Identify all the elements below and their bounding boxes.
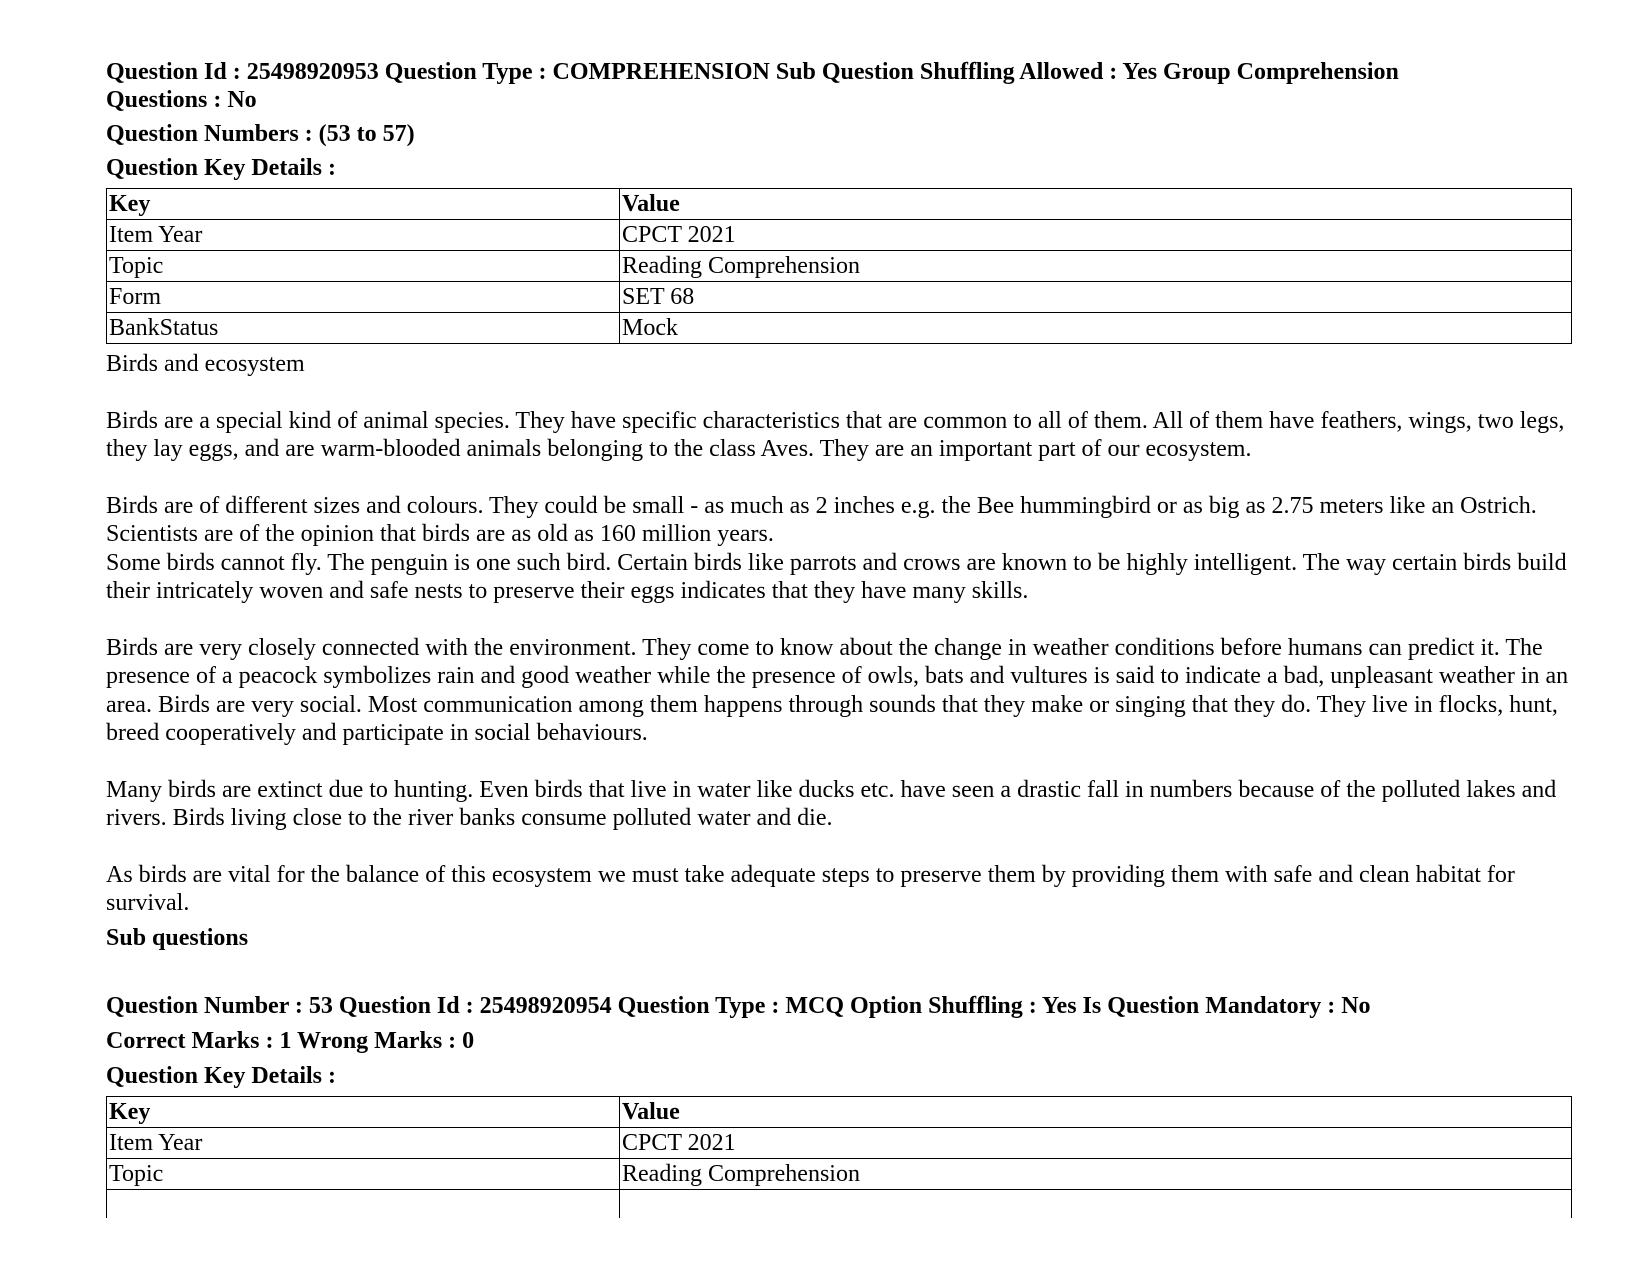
table-row (107, 1127, 1572, 1158)
value-cell: SET 68 (620, 282, 1572, 313)
key-details-table (106, 188, 1572, 344)
table-row-cut-off (107, 1189, 1572, 1220)
passage-title: Birds and ecosystem (106, 351, 305, 377)
value-cell: CPCT 2021 (620, 220, 1572, 251)
value-cell: Reading Comprehension (620, 1158, 1572, 1189)
header-line-1: Question Id : 25498920953 Question Type : COMPREHENSION Sub Question Shuffling Allowed : Yes Group Comprehension (106, 59, 1399, 85)
key-cell: BankStatus (107, 313, 620, 344)
question-53-key-details-table (106, 1096, 1572, 1221)
key-cell: Topic (107, 251, 620, 282)
question-53-key-details-label: Question Key Details : (106, 1062, 336, 1089)
table-row (107, 251, 1572, 282)
passage-paragraph: Birds are of different sizes and colours. They could be small - as much as 2 inches e.g. the Bee hummingbird or as big as 2.75 meters like an Ostrich. Scientists are of the opinion that birds are as old as 160 million years. (106, 492, 1537, 547)
value-cell (620, 1189, 1572, 1220)
column-header-key: Key (107, 189, 620, 220)
comprehension-header (106, 58, 1576, 114)
value-cell: Reading Comprehension (620, 251, 1572, 282)
key-cell (107, 1189, 620, 1220)
passage-paragraph: As birds are vital for the balance of this ecosystem we must take adequate steps to preserve them by providing them with safe and clean habitat for survival. (106, 861, 1515, 916)
document-page (106, 58, 1576, 1221)
table-row (107, 220, 1572, 251)
sub-questions-label: Sub questions (106, 924, 249, 951)
key-cell: Item Year (107, 220, 620, 251)
value-cell: CPCT 2021 (620, 1127, 1572, 1158)
question-53-header: Question Number : 53 Question Id : 25498920954 Question Type : MCQ Option Shuffling : Yes Is Question Mandatory : No (106, 992, 1371, 1019)
table-row (107, 282, 1572, 313)
passage-paragraph: Birds are very closely connected with the environment. They come to know about the change in weather conditions before humans can predict it. The presence of a peacock symbolizes rain and good weather while the presence of owls, bats and vultures is said to indicate a bad, unpleasant weather in an area. Birds are very social. Most communication among them happens through sounds that they make or singing that they do. They live in flocks, hunt, breed cooperatively and participate in social behaviours. (106, 634, 1569, 746)
comprehension-passage (106, 350, 1576, 918)
value-cell: Mock (620, 313, 1572, 344)
key-cell: Topic (107, 1158, 620, 1189)
question-numbers: Question Numbers : (53 to 57) (106, 121, 415, 147)
key-cell: Form (107, 282, 620, 313)
table-header-row (107, 1096, 1572, 1127)
column-header-value: Value (620, 1096, 1572, 1127)
page-bottom-margin (0, 1218, 1651, 1275)
table-row (107, 1158, 1572, 1189)
key-details-label: Question Key Details : (106, 155, 336, 181)
passage-paragraph: Some birds cannot fly. The penguin is one such bird. Certain birds like parrots and crows are known to be highly intelligent. The way certain birds build their intricately woven and safe nests to preserve their eggs indicates that they have many skills. (106, 549, 1567, 604)
key-cell: Item Year (107, 1127, 620, 1158)
passage-paragraph: Birds are a special kind of animal species. They have specific characteristics that are common to all of them. All of them have feathers, wings, two legs, they lay eggs, and are warm-blooded animals belonging to the class Aves. They are an important part of our ecosystem. (106, 407, 1565, 462)
table-header-row (107, 189, 1572, 220)
column-header-key: Key (107, 1096, 620, 1127)
column-header-value: Value (620, 189, 1572, 220)
question-53-marks: Correct Marks : 1 Wrong Marks : 0 (106, 1027, 475, 1054)
passage-paragraph: Many birds are extinct due to hunting. Even birds that live in water like ducks etc. have seen a drastic fall in numbers because of the polluted lakes and rivers. Birds living close to the river banks consume polluted water and die. (106, 776, 1557, 831)
table-row (107, 313, 1572, 344)
header-line-2: Questions : No (106, 87, 257, 113)
